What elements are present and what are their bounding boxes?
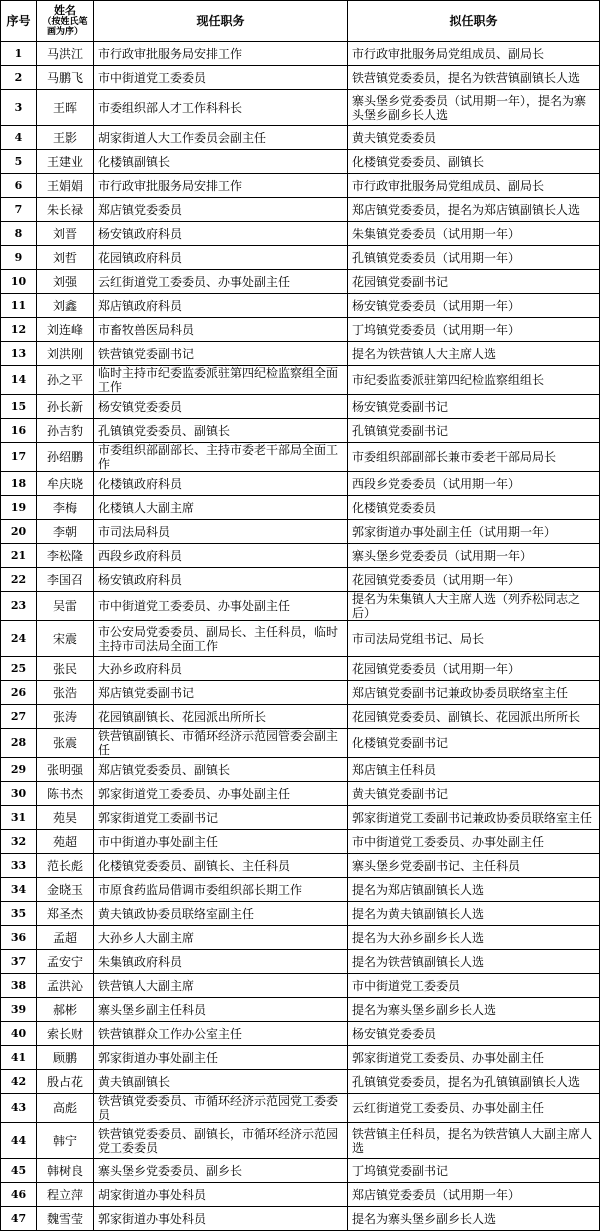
table-row [1, 472, 600, 496]
table-row [1, 758, 600, 782]
cell-name: 李国召 [37, 568, 94, 592]
table-row [1, 294, 600, 318]
table-row [1, 1094, 600, 1123]
cell-name: 宋震 [37, 621, 94, 657]
table-row [1, 926, 600, 950]
cell-proposed-position: 郑店镇党委委员，提名为郑店镇副镇长人选 [348, 198, 600, 222]
cell-name: 刘洪刚 [37, 342, 94, 366]
cell-seq: 32 [1, 830, 37, 854]
cell-seq: 1 [1, 42, 37, 66]
cell-proposed-position: 提名为大孙乡副乡长人选 [348, 926, 600, 950]
cell-seq: 44 [1, 1123, 37, 1159]
cell-current-position: 铁营镇党委副书记 [94, 342, 348, 366]
header-name-line1: 姓名 [54, 4, 76, 17]
cell-seq: 40 [1, 1022, 37, 1046]
header-name-line2: （按姓氏笔 [42, 17, 88, 27]
table-row [1, 342, 600, 366]
cell-seq: 37 [1, 950, 37, 974]
cell-name: 张震 [37, 729, 94, 758]
cell-seq: 38 [1, 974, 37, 998]
cell-proposed-position: 杨安镇党委委员 [348, 1022, 600, 1046]
cell-current-position: 花园镇政府科员 [94, 246, 348, 270]
cell-seq: 23 [1, 592, 37, 621]
cell-seq: 14 [1, 366, 37, 395]
cell-current-position: 市畜牧兽医局科员 [94, 318, 348, 342]
cell-name: 孟洪沁 [37, 974, 94, 998]
cell-proposed-position: 花园镇党委委员、副镇长、花园派出所所长 [348, 705, 600, 729]
cell-name: 刘鑫 [37, 294, 94, 318]
cell-proposed-position: 丁坞镇党委副书记 [348, 1159, 600, 1183]
table-row [1, 443, 600, 472]
cell-name: 马洪江 [37, 42, 94, 66]
cell-current-position: 郑店镇党委副书记 [94, 681, 348, 705]
cell-name: 孙绍鹏 [37, 443, 94, 472]
header-current-position: 现任职务 [94, 1, 348, 42]
cell-seq: 17 [1, 443, 37, 472]
cell-proposed-position: 郭家街道党工委副书记兼政协委员联络室主任 [348, 806, 600, 830]
cell-current-position: 杨安镇政府科员 [94, 222, 348, 246]
cell-proposed-position: 孔镇镇党委副书记 [348, 419, 600, 443]
cell-proposed-position: 市委组织部副部长兼市委老干部局局长 [348, 443, 600, 472]
table-row [1, 806, 600, 830]
cell-name: 张浩 [37, 681, 94, 705]
table-row [1, 974, 600, 998]
cell-proposed-position: 朱集镇党委委员（试用期一年） [348, 222, 600, 246]
table-row [1, 657, 600, 681]
table-row [1, 90, 600, 126]
cell-proposed-position: 云红街道党工委委员、办事处副主任 [348, 1094, 600, 1123]
cell-name: 韩树良 [37, 1159, 94, 1183]
cell-seq: 45 [1, 1159, 37, 1183]
cell-name: 李松隆 [37, 544, 94, 568]
cell-seq: 30 [1, 782, 37, 806]
cell-seq: 15 [1, 395, 37, 419]
cell-name: 刘连峰 [37, 318, 94, 342]
cell-seq: 6 [1, 174, 37, 198]
cell-current-position: 寨头堡乡党委委员、副乡长 [94, 1159, 348, 1183]
table-row [1, 318, 600, 342]
cell-current-position: 胡家街道办事处科员 [94, 1183, 348, 1207]
cell-proposed-position: 郑店镇党委副书记兼政协委员联络室主任 [348, 681, 600, 705]
table-row [1, 246, 600, 270]
cell-proposed-position: 花园镇党委副书记 [348, 270, 600, 294]
table-row [1, 998, 600, 1022]
table-row [1, 42, 600, 66]
cell-seq: 36 [1, 926, 37, 950]
cell-current-position: 市行政审批服务局安排工作 [94, 42, 348, 66]
cell-current-position: 郑店镇政府科员 [94, 294, 348, 318]
cell-proposed-position: 郭家街道办事处副主任（试用期一年） [348, 520, 600, 544]
cell-proposed-position: 化楼镇党委副书记 [348, 729, 600, 758]
cell-proposed-position: 提名为郑店镇副镇长人选 [348, 878, 600, 902]
cell-name: 张明强 [37, 758, 94, 782]
cell-current-position: 市公安局党委委员、副局长、主任科员，临时主持市司法局全面工作 [94, 621, 348, 657]
cell-proposed-position: 郑店镇主任科员 [348, 758, 600, 782]
table-row [1, 782, 600, 806]
cell-current-position: 临时主持市纪委监委派驻第四纪检监察组全面工作 [94, 366, 348, 395]
cell-seq: 21 [1, 544, 37, 568]
cell-current-position: 市委组织部人才工作科科长 [94, 90, 348, 126]
cell-current-position: 胡家街道人大工作委员会副主任 [94, 126, 348, 150]
cell-proposed-position: 郑店镇党委委员（试用期一年） [348, 1183, 600, 1207]
table-row [1, 729, 600, 758]
cell-name: 朱长禄 [37, 198, 94, 222]
cell-name: 王晖 [37, 90, 94, 126]
cell-seq: 18 [1, 472, 37, 496]
cell-name: 程立萍 [37, 1183, 94, 1207]
cell-current-position: 寨头堡乡副主任科员 [94, 998, 348, 1022]
cell-name: 高彪 [37, 1094, 94, 1123]
cell-proposed-position: 提名为铁营镇人大主席人选 [348, 342, 600, 366]
table-row [1, 705, 600, 729]
cell-seq: 11 [1, 294, 37, 318]
cell-current-position: 孔镇镇党委委员、副镇长 [94, 419, 348, 443]
cell-seq: 9 [1, 246, 37, 270]
table-row [1, 270, 600, 294]
cell-name: 孙吉豹 [37, 419, 94, 443]
cell-name: 孟超 [37, 926, 94, 950]
cell-current-position: 黄夫镇政协委员联络室副主任 [94, 902, 348, 926]
cell-proposed-position: 黄夫镇党委委员 [348, 126, 600, 150]
cell-seq: 12 [1, 318, 37, 342]
cell-proposed-position: 西段乡党委委员（试用期一年） [348, 472, 600, 496]
cell-seq: 4 [1, 126, 37, 150]
cell-name: 刘晋 [37, 222, 94, 246]
table-body [1, 42, 600, 1231]
cell-current-position: 铁营镇副镇长、市循环经济示范园管委会副主任 [94, 729, 348, 758]
cell-seq: 3 [1, 90, 37, 126]
table-row [1, 854, 600, 878]
cell-name: 孙之平 [37, 366, 94, 395]
cell-proposed-position: 铁营镇主任科员，提名为铁营镇人大副主席人选 [348, 1123, 600, 1159]
cell-name: 牟庆晓 [37, 472, 94, 496]
cell-seq: 22 [1, 568, 37, 592]
cell-current-position: 杨安镇党委委员 [94, 395, 348, 419]
cell-seq: 19 [1, 496, 37, 520]
cell-seq: 41 [1, 1046, 37, 1070]
cell-name: 陈书杰 [37, 782, 94, 806]
cell-proposed-position: 提名为朱集镇人大主席人选（列乔松同志之后） [348, 592, 600, 621]
cell-name: 李朝 [37, 520, 94, 544]
cell-seq: 46 [1, 1183, 37, 1207]
cell-seq: 35 [1, 902, 37, 926]
cell-proposed-position: 市行政审批服务局党组成员、副局长 [348, 174, 600, 198]
cell-current-position: 郑店镇党委委员、副镇长 [94, 758, 348, 782]
cell-current-position: 大孙乡政府科员 [94, 657, 348, 681]
table-row [1, 902, 600, 926]
cell-current-position: 市司法局科员 [94, 520, 348, 544]
header-name [37, 1, 94, 42]
cell-current-position: 郭家街道办事处副主任 [94, 1046, 348, 1070]
table-row [1, 66, 600, 90]
cell-seq: 20 [1, 520, 37, 544]
table-row [1, 1046, 600, 1070]
cell-proposed-position: 杨安镇党委委员（试用期一年） [348, 294, 600, 318]
cell-current-position: 市委组织部副部长、主持市委老干部局全面工作 [94, 443, 348, 472]
table-row [1, 395, 600, 419]
cell-seq: 24 [1, 621, 37, 657]
table-row [1, 198, 600, 222]
cell-proposed-position: 寨头堡乡党委委员（试用期一年） [348, 544, 600, 568]
table-row [1, 1183, 600, 1207]
table-row [1, 878, 600, 902]
header-seq: 序号 [1, 1, 37, 42]
cell-current-position: 市中街道党工委委员 [94, 66, 348, 90]
cell-current-position: 铁营镇人大副主席 [94, 974, 348, 998]
table-row [1, 1070, 600, 1094]
cell-current-position: 郭家街道党工委副书记 [94, 806, 348, 830]
cell-proposed-position: 化楼镇党委委员 [348, 496, 600, 520]
cell-name: 魏雪莹 [37, 1207, 94, 1231]
cell-name: 孙长新 [37, 395, 94, 419]
cell-current-position: 西段乡政府科员 [94, 544, 348, 568]
cell-current-position: 市行政审批服务局安排工作 [94, 174, 348, 198]
cell-name: 王娟娟 [37, 174, 94, 198]
cell-proposed-position: 提名为寨头堡乡副乡长人选 [348, 1207, 600, 1231]
table-row [1, 150, 600, 174]
cell-proposed-position: 花园镇党委委员（试用期一年） [348, 568, 600, 592]
cell-name: 郝彬 [37, 998, 94, 1022]
table-row [1, 681, 600, 705]
cell-seq: 43 [1, 1094, 37, 1123]
cell-name: 郑圣杰 [37, 902, 94, 926]
table-row [1, 419, 600, 443]
cell-current-position: 朱集镇政府科员 [94, 950, 348, 974]
cell-current-position: 郑店镇党委委员 [94, 198, 348, 222]
cell-proposed-position: 化楼镇党委委员、副镇长 [348, 150, 600, 174]
cell-current-position: 郭家街道办事处科员 [94, 1207, 348, 1231]
table-row [1, 126, 600, 150]
cell-seq: 5 [1, 150, 37, 174]
cell-seq: 26 [1, 681, 37, 705]
cell-name: 范长彪 [37, 854, 94, 878]
cell-proposed-position: 提名为黄夫镇副镇长人选 [348, 902, 600, 926]
cell-proposed-position: 花园镇党委委员（试用期一年） [348, 657, 600, 681]
table-header-row [1, 1, 600, 42]
cell-name: 张民 [37, 657, 94, 681]
cell-current-position: 黄夫镇副镇长 [94, 1070, 348, 1094]
cell-name: 李梅 [37, 496, 94, 520]
cell-name: 吴雷 [37, 592, 94, 621]
cell-proposed-position: 市行政审批服务局党组成员、副局长 [348, 42, 600, 66]
cell-seq: 47 [1, 1207, 37, 1231]
cell-seq: 31 [1, 806, 37, 830]
table-row [1, 592, 600, 621]
table-row [1, 1022, 600, 1046]
cell-name: 王影 [37, 126, 94, 150]
cell-proposed-position: 郭家街道党工委委员、办事处副主任 [348, 1046, 600, 1070]
cell-current-position: 化楼镇人大副主席 [94, 496, 348, 520]
cell-current-position: 铁营镇党委委员、副镇长，市循环经济示范园党工委委员 [94, 1123, 348, 1159]
cell-name: 顾鹏 [37, 1046, 94, 1070]
table-row [1, 174, 600, 198]
cell-current-position: 市中街道办事处副主任 [94, 830, 348, 854]
cell-current-position: 花园镇副镇长、花园派出所所长 [94, 705, 348, 729]
table-row [1, 621, 600, 657]
cell-current-position: 化楼镇政府科员 [94, 472, 348, 496]
cell-current-position: 铁营镇群众工作办公室主任 [94, 1022, 348, 1046]
cell-seq: 8 [1, 222, 37, 246]
cell-proposed-position: 孔镇镇党委委员，提名为孔镇镇副镇长人选 [348, 1070, 600, 1094]
cell-proposed-position: 市司法局党组书记、局长 [348, 621, 600, 657]
table-row [1, 950, 600, 974]
cell-name: 孟安宁 [37, 950, 94, 974]
cell-current-position: 化楼镇党委委员、副镇长、主任科员 [94, 854, 348, 878]
cell-proposed-position: 铁营镇党委委员，提名为铁营镇副镇长人选 [348, 66, 600, 90]
cell-proposed-position: 市纪委监委派驻第四纪检监察组组长 [348, 366, 600, 395]
cell-name: 苑超 [37, 830, 94, 854]
table-row [1, 568, 600, 592]
cell-current-position: 杨安镇政府科员 [94, 568, 348, 592]
header-name-line3: 画为序） [46, 27, 83, 37]
cell-name: 马鹏飞 [37, 66, 94, 90]
table-row [1, 1159, 600, 1183]
cell-current-position: 云红街道党工委委员、办事处副主任 [94, 270, 348, 294]
cell-proposed-position: 市中街道党工委委员 [348, 974, 600, 998]
cell-name: 刘哲 [37, 246, 94, 270]
cell-proposed-position: 提名为寨头堡乡副乡长人选 [348, 998, 600, 1022]
table-row [1, 496, 600, 520]
cell-seq: 39 [1, 998, 37, 1022]
cell-name: 金晓玉 [37, 878, 94, 902]
table-row [1, 1207, 600, 1231]
cell-current-position: 铁营镇党委委员、市循环经济示范园党工委委员 [94, 1094, 348, 1123]
cell-seq: 28 [1, 729, 37, 758]
cell-name: 苑昊 [37, 806, 94, 830]
table-row [1, 1123, 600, 1159]
cell-seq: 16 [1, 419, 37, 443]
table-row [1, 544, 600, 568]
header-proposed-position: 拟任职务 [348, 1, 600, 42]
cell-name: 刘强 [37, 270, 94, 294]
cell-seq: 13 [1, 342, 37, 366]
cell-seq: 25 [1, 657, 37, 681]
cell-current-position: 化楼镇副镇长 [94, 150, 348, 174]
cell-seq: 2 [1, 66, 37, 90]
table-row [1, 830, 600, 854]
cell-proposed-position: 孔镇镇党委委员（试用期一年） [348, 246, 600, 270]
cell-seq: 7 [1, 198, 37, 222]
cell-name: 韩宁 [37, 1123, 94, 1159]
cell-seq: 29 [1, 758, 37, 782]
cell-proposed-position: 寨头堡乡党委委员（试用期一年），提名为寨头堡乡副乡长人选 [348, 90, 600, 126]
cell-current-position: 大孙乡人大副主席 [94, 926, 348, 950]
cell-name: 殷占花 [37, 1070, 94, 1094]
cell-seq: 33 [1, 854, 37, 878]
cell-seq: 34 [1, 878, 37, 902]
cell-seq: 27 [1, 705, 37, 729]
cell-name: 王建业 [37, 150, 94, 174]
cell-proposed-position: 杨安镇党委副书记 [348, 395, 600, 419]
cell-name: 张涛 [37, 705, 94, 729]
cell-current-position: 市中街道党工委委员、办事处副主任 [94, 592, 348, 621]
table-row [1, 520, 600, 544]
cell-proposed-position: 提名为铁营镇副镇长人选 [348, 950, 600, 974]
cell-name: 索长财 [37, 1022, 94, 1046]
cell-proposed-position: 市中街道党工委委员、办事处副主任 [348, 830, 600, 854]
cell-current-position: 郭家街道党工委委员、办事处副主任 [94, 782, 348, 806]
cell-seq: 10 [1, 270, 37, 294]
table-row [1, 366, 600, 395]
cell-proposed-position: 丁坞镇党委委员（试用期一年） [348, 318, 600, 342]
cell-seq: 42 [1, 1070, 37, 1094]
cell-proposed-position: 寨头堡乡党委副书记、主任科员 [348, 854, 600, 878]
cell-proposed-position: 黄夫镇党委副书记 [348, 782, 600, 806]
table-row [1, 222, 600, 246]
cell-current-position: 市原食药监局借调市委组织部长期工作 [94, 878, 348, 902]
